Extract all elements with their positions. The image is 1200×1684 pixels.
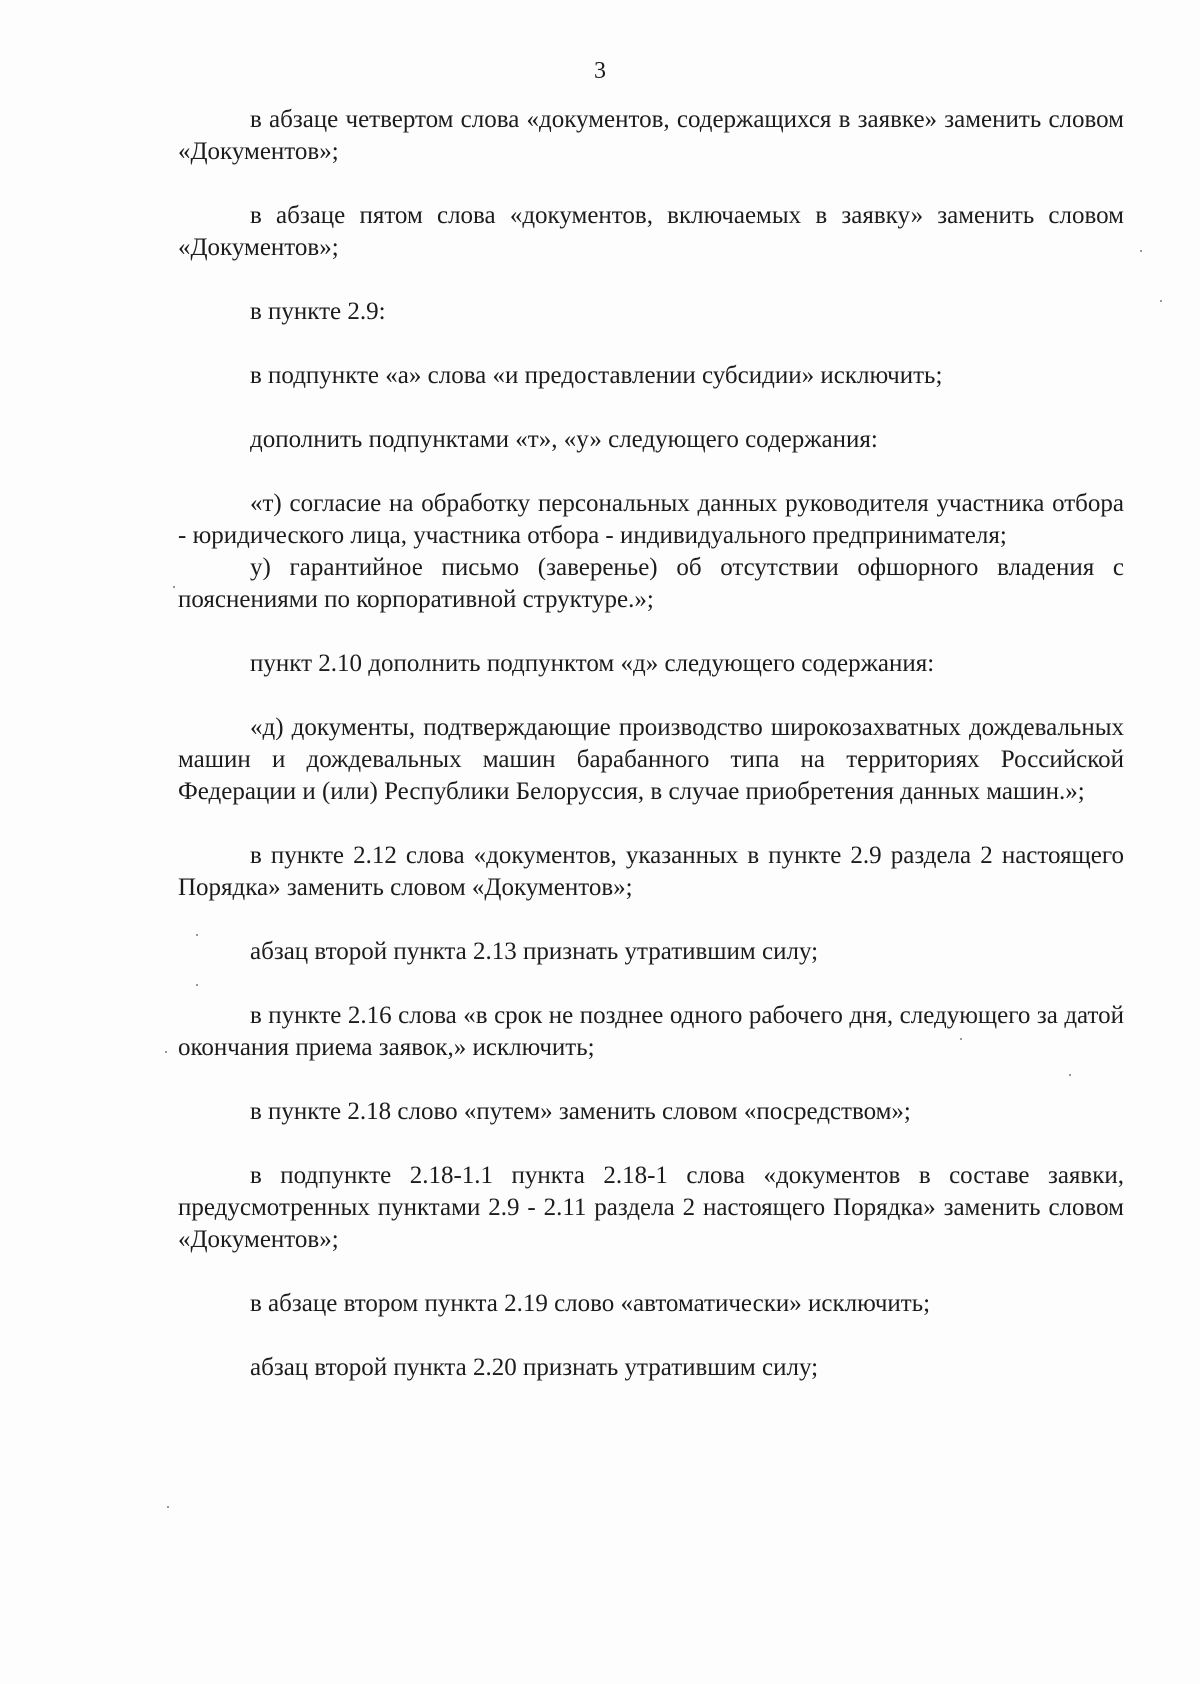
scan-speck xyxy=(196,984,198,986)
paragraph: «д) документы, подтверждающие производство широкозахватных дождевальных машин и дождевальных машин барабанного типа на территориях Российской Федерации и (или) Республики Белоруссия, в случае приобретения данных машин.»; xyxy=(178,714,1124,805)
document-body xyxy=(178,104,1124,1384)
paragraph: абзац второй пункта 2.13 признать утратившим силу; xyxy=(250,938,819,965)
paragraph: абзац второй пункта 2.20 признать утратившим силу; xyxy=(250,1354,819,1381)
page-number: 3 xyxy=(594,58,606,84)
paragraph: у) гарантийное письмо (заверенье) об отсутствии офшорного владения с пояснениями по корпоративной структуре.»; xyxy=(178,554,1124,613)
paragraph: в пункте 2.16 слова «в срок не позднее одного рабочего дня, следующего за датой окончания приема заявок,» исключить; xyxy=(178,1002,1124,1061)
paragraph: в пункте 2.9: xyxy=(250,298,386,325)
scan-speck xyxy=(1069,1074,1071,1076)
scan-speck xyxy=(1140,250,1142,252)
scan-speck xyxy=(167,1506,169,1508)
paragraph: в подпункте 2.18-1.1 пункта 2.18-1 слова «документов в составе заявки, предусмотренных пунктами 2.9 - 2.11 раздела 2 настоящего Порядка» заменить словом «Документов»; xyxy=(178,1162,1124,1253)
paragraph: в подпункте «а» слова «и предоставлении субсидии» исключить; xyxy=(250,362,943,389)
paragraph: дополнить подпунктами «т», «у» следующего содержания: xyxy=(250,426,878,453)
paragraph: в пункте 2.12 слова «документов, указанных в пункте 2.9 раздела 2 настоящего Порядка» заменить словом «Документов»; xyxy=(178,842,1124,901)
paragraph: пункт 2.10 дополнить подпунктом «д» следующего содержания: xyxy=(250,650,935,677)
paragraph: в пункте 2.18 слово «путем» заменить словом «посредством»; xyxy=(250,1098,911,1125)
paragraph: в абзаце четвертом слова «документов, содержащихся в заявке» заменить словом «Документов»; xyxy=(178,106,1124,165)
paragraph: в абзаце втором пункта 2.19 слово «автоматически» исключить; xyxy=(250,1290,931,1317)
scan-speck xyxy=(960,1038,962,1040)
paragraph: «т) согласие на обработку персональных данных руководителя участника отбора - юридического лица, участника отбора - индивидуального предпринимателя; xyxy=(178,490,1124,549)
scan-speck xyxy=(173,586,175,588)
paragraph: в абзаце пятом слова «документов, включаемых в заявку» заменить словом «Документов»; xyxy=(178,202,1124,261)
scan-speck xyxy=(196,934,198,936)
scan-speck xyxy=(165,1051,167,1053)
scan-speck xyxy=(1160,300,1162,302)
